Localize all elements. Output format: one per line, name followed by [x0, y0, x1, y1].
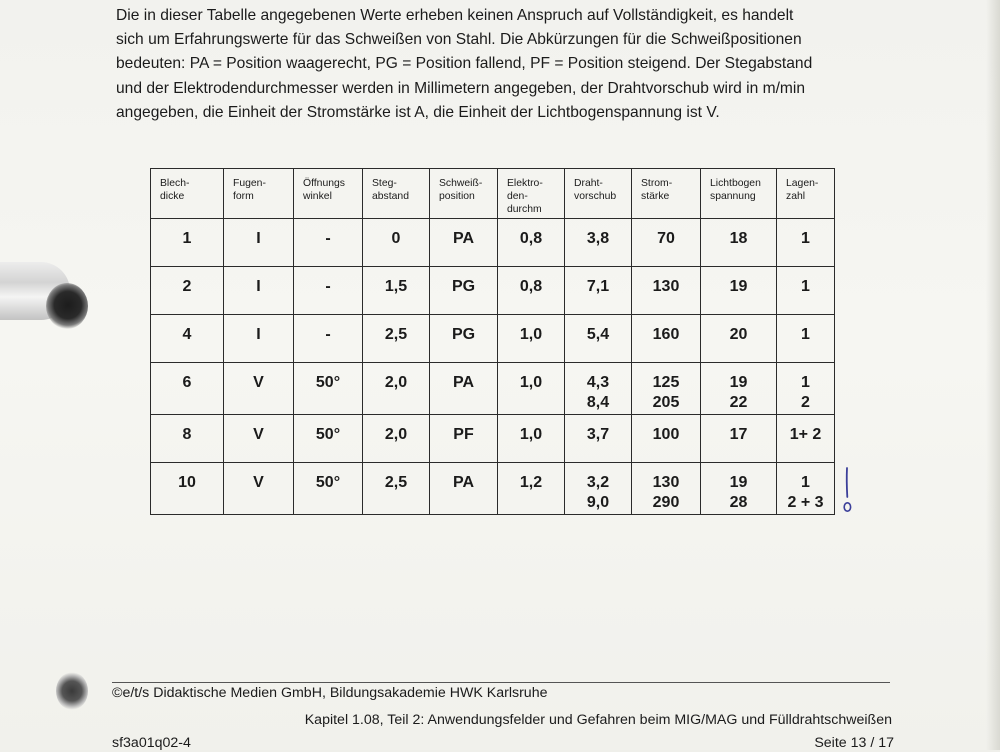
table-cell	[363, 363, 430, 415]
table-cell	[224, 267, 294, 315]
table-cell	[701, 315, 777, 363]
table-cell	[363, 415, 430, 463]
column-header-text: Steg-	[372, 178, 397, 189]
table-cell	[151, 219, 224, 267]
table-cell	[701, 219, 777, 267]
table-cell	[777, 463, 835, 515]
table-cell	[701, 463, 777, 515]
table-cell	[632, 315, 701, 363]
column-header-text: Lagen-	[786, 178, 819, 189]
column-header	[294, 169, 363, 219]
welding-parameters-table-wrap	[150, 168, 835, 515]
table-cell	[224, 415, 294, 463]
intro-line: Die in dieser Tabelle angegebenen Werte erheben keinen Anspruch auf Vollständigkeit, es handelt	[116, 7, 794, 24]
table-cell	[294, 463, 363, 515]
table-cell	[498, 219, 565, 267]
table-cell	[430, 267, 498, 315]
column-header-text: zahl	[786, 191, 806, 202]
column-header	[363, 169, 430, 219]
footer-doc-code: sf3a01q02-4	[112, 735, 191, 751]
table-cell	[565, 315, 632, 363]
cell-value: 50°	[315, 374, 341, 391]
column-header-text: dicke	[160, 191, 185, 202]
table-cell	[498, 267, 565, 315]
intro-paragraph	[116, 4, 896, 125]
cell-value: V	[253, 426, 264, 443]
table-cell	[363, 219, 430, 267]
table-cell	[777, 219, 835, 267]
table-cell	[151, 363, 224, 415]
column-header-text: Fugen-	[233, 178, 266, 189]
table-row	[151, 315, 835, 363]
table-cell	[498, 363, 565, 415]
cell-value: 2	[182, 278, 192, 295]
table-cell	[294, 363, 363, 415]
cell-value: 0,8	[519, 230, 543, 247]
cell-value: 2,5	[384, 474, 408, 491]
column-header	[565, 169, 632, 219]
cell-value: -	[325, 326, 331, 343]
table-cell	[430, 363, 498, 415]
cell-value: 3,8	[586, 230, 610, 247]
cell-value: 2,5	[384, 326, 408, 343]
cell-value: 6	[182, 374, 192, 391]
cell-value: 1	[801, 278, 810, 295]
cell-value: 50°	[315, 426, 341, 443]
table-cell	[701, 415, 777, 463]
cell-value: 70	[657, 230, 675, 247]
cell-value: 2 + 3	[787, 494, 824, 511]
table-cell	[777, 363, 835, 415]
cell-value: PG	[451, 326, 476, 343]
cell-value: 1,0	[519, 374, 543, 391]
column-header-text: stärke	[641, 191, 670, 202]
cell-value: 10	[178, 474, 196, 491]
table-cell	[294, 415, 363, 463]
table-row	[151, 463, 835, 515]
column-header	[498, 169, 565, 219]
cell-value: -	[325, 230, 331, 247]
cell-value: 160	[652, 326, 680, 343]
cell-value: V	[253, 374, 264, 391]
column-header	[777, 169, 835, 219]
column-header	[430, 169, 498, 219]
cell-value: 3,2	[586, 474, 610, 491]
column-header-text: vorschub	[574, 191, 617, 202]
cell-value: I	[256, 278, 261, 295]
cell-value: PA	[452, 230, 475, 247]
table-cell	[430, 415, 498, 463]
cell-value: 1	[801, 374, 810, 391]
table-cell	[294, 219, 363, 267]
table-cell	[224, 363, 294, 415]
table-body	[151, 219, 835, 515]
cell-value: PF	[453, 426, 474, 443]
column-header-text: den-	[507, 191, 528, 202]
welding-parameters-table	[150, 168, 835, 515]
table-cell	[363, 463, 430, 515]
table-cell	[777, 267, 835, 315]
table-cell	[565, 219, 632, 267]
cell-value: 7,1	[586, 278, 610, 295]
cell-value: 20	[729, 326, 748, 343]
table-cell	[632, 415, 701, 463]
punch-hole-top	[46, 283, 88, 329]
cell-value: 5,4	[586, 326, 610, 343]
cell-value: 100	[652, 426, 680, 443]
column-header-text: Strom-	[641, 178, 673, 189]
table-cell	[565, 363, 632, 415]
page-edge-shadow	[986, 0, 1000, 750]
cell-value: 0	[391, 230, 401, 247]
cell-value: 17	[729, 426, 748, 443]
cell-value: 0,8	[519, 278, 543, 295]
table-cell	[701, 363, 777, 415]
intro-line: angegeben, die Einheit der Stromstärke ist A, die Einheit der Lichtbogenspannung ist V.	[116, 103, 720, 121]
cell-value: 22	[729, 394, 748, 411]
cell-value: PA	[452, 474, 475, 491]
cell-value: 1	[801, 230, 810, 247]
cell-value: 1	[801, 474, 810, 491]
cell-value: I	[256, 326, 261, 343]
table-cell	[498, 463, 565, 515]
table-cell	[632, 363, 701, 415]
column-header-text: abstand	[372, 191, 409, 202]
cell-value: 1	[182, 230, 192, 247]
cell-value: -	[325, 278, 331, 295]
handwritten-exclamation-mark	[838, 464, 858, 514]
table-cell	[498, 315, 565, 363]
column-header	[151, 169, 224, 219]
column-header-text: Schweiß-	[439, 178, 483, 189]
table-cell	[430, 463, 498, 515]
table-cell	[777, 315, 835, 363]
column-header-text: Blech-	[160, 178, 190, 189]
table-row	[151, 415, 835, 463]
cell-value: 205	[652, 394, 680, 411]
table-cell	[632, 463, 701, 515]
cell-value: PG	[451, 278, 476, 295]
table-row	[151, 267, 835, 315]
cell-value: 1,5	[384, 278, 408, 295]
table-cell	[363, 267, 430, 315]
column-header-text: Draht-	[574, 178, 603, 189]
table-cell	[151, 415, 224, 463]
cell-value: PA	[452, 374, 475, 391]
cell-value: 290	[652, 494, 680, 511]
table-cell	[701, 267, 777, 315]
column-header-text: Elektro-	[507, 178, 543, 189]
intro-line: und der Elektrodendurchmesser werden in Millimetern angegeben, der Drahtvorschub wird in m/min	[116, 79, 806, 97]
cell-value: 28	[729, 494, 748, 511]
table-cell	[151, 267, 224, 315]
table-header-row	[151, 169, 835, 219]
footer-divider	[112, 682, 890, 683]
cell-value: 50°	[315, 474, 341, 491]
cell-value: 1,0	[519, 326, 543, 343]
cell-value: 8	[182, 426, 192, 443]
table-cell	[565, 415, 632, 463]
cell-value: 2,0	[384, 374, 408, 391]
cell-value: 1+ 2	[789, 426, 822, 443]
column-header-text: form	[233, 191, 254, 202]
column-header-text: durchm	[507, 204, 542, 215]
table-cell	[632, 219, 701, 267]
cell-value: V	[253, 474, 264, 491]
footer-chapter: Kapitel 1.08, Teil 2: Anwendungsfelder und Gefahren beim MIG/MAG und Fülldrahtschweißen	[304, 712, 892, 728]
table-cell	[498, 415, 565, 463]
cell-value: 18	[729, 230, 748, 247]
cell-value: 1,0	[519, 426, 543, 443]
table-cell	[430, 219, 498, 267]
cell-value: I	[256, 230, 261, 247]
table-cell	[430, 315, 498, 363]
table-cell	[151, 315, 224, 363]
cell-value: 8,4	[586, 394, 610, 411]
table-cell	[777, 415, 835, 463]
intro-line: sich um Erfahrungswerte für das Schweißen von Stahl. Die Abkürzungen für die Schweißpositionen	[116, 31, 802, 49]
cell-value: 2	[801, 394, 810, 411]
cell-value: 19	[729, 474, 748, 491]
cell-value: 9,0	[586, 494, 610, 511]
cell-value: 3,7	[586, 426, 610, 443]
cell-value: 19	[729, 278, 748, 295]
column-header-text: Lichtbogen	[710, 178, 761, 189]
table-cell	[363, 315, 430, 363]
punch-hole-bottom	[56, 672, 88, 710]
cell-value: 19	[729, 374, 748, 391]
column-header-text: spannung	[710, 191, 756, 202]
footer-publisher: ©e/t/s Didaktische Medien GmbH, Bildungsakademie HWK Karlsruhe	[112, 685, 548, 701]
table-cell	[224, 315, 294, 363]
cell-value: 4,3	[586, 374, 610, 391]
cell-value: 130	[652, 278, 680, 295]
table-cell	[565, 267, 632, 315]
column-header	[701, 169, 777, 219]
column-header-text: winkel	[303, 191, 332, 202]
cell-value: 1	[801, 326, 810, 343]
column-header-text: position	[439, 191, 475, 202]
table-cell	[632, 267, 701, 315]
intro-line: bedeuten: PA = Position waagerecht, PG = Position fallend, PF = Position steigend. Der Stegabstand	[116, 55, 813, 73]
footer-page-number: Seite 13 / 17	[814, 735, 894, 751]
cell-value: 2,0	[384, 426, 408, 443]
table-row	[151, 363, 835, 415]
column-header-text: Öffnungs	[303, 178, 345, 189]
table-cell	[565, 463, 632, 515]
table-row	[151, 219, 835, 267]
table-cell	[294, 315, 363, 363]
cell-value: 125	[652, 374, 680, 391]
cell-value: 4	[182, 326, 192, 343]
table-cell	[224, 219, 294, 267]
cell-value: 130	[652, 474, 680, 491]
column-header	[632, 169, 701, 219]
table-cell	[294, 267, 363, 315]
column-header	[224, 169, 294, 219]
table-cell	[224, 463, 294, 515]
cell-value: 1,2	[519, 474, 543, 491]
table-cell	[151, 463, 224, 515]
